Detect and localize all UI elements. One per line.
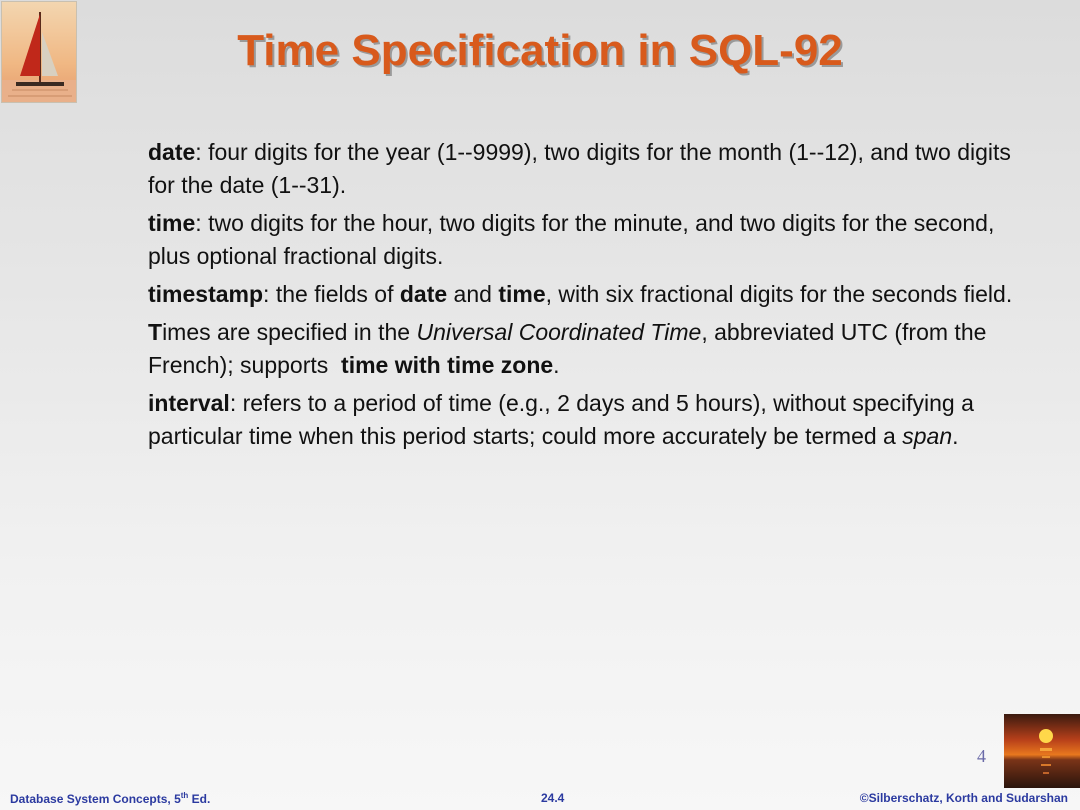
paragraph-date [148, 136, 1018, 202]
slide-title: Time Specification in SQL-92 [237, 26, 843, 75]
slide-body [148, 136, 1018, 458]
interval-text-1: : refers to a period of time (e.g., 2 days and 5 hours), without specifying a particular time when this period starts; could more accurately be termed a [148, 390, 974, 449]
paragraph-interval [148, 387, 1018, 453]
timestamp-text-2: and [447, 281, 499, 307]
timestamp-text-1: : the fields of [263, 281, 400, 307]
utc-italic: Universal Coordinated Time [416, 319, 702, 345]
term-date: date [148, 139, 196, 165]
utc-text-1: imes are specified in the [162, 319, 417, 345]
term-interval: interval [148, 390, 230, 416]
page-number: 4 [977, 746, 986, 766]
sunset-icon [1004, 714, 1080, 788]
paragraph-timestamp [148, 278, 1018, 311]
utc-text-3: . [553, 352, 560, 378]
paragraph-utc [148, 316, 1018, 382]
paragraph-time [148, 207, 1018, 273]
timestamp-text-3: , with six fractional digits for the seconds field. [545, 281, 1013, 307]
footer-section-number: 24.4 [541, 791, 565, 805]
footer-copyright: ©Silberschatz, Korth and Sudarshan [859, 791, 1068, 805]
term-time: time [148, 210, 196, 236]
footer [0, 788, 1080, 810]
footer-book-text: Database System Concepts, 5 [10, 792, 181, 806]
utc-lead-letter: T [148, 319, 163, 345]
timestamp-bold-date: date [399, 281, 448, 307]
utc-text-2: , abbreviated UTC (from the French); supports [148, 319, 993, 378]
interval-italic-span: span [902, 423, 953, 449]
utc-bold: time with time zone [341, 352, 554, 378]
footer-edition-end: Ed. [188, 792, 211, 806]
footer-book-title [10, 791, 210, 806]
interval-text-2: . [952, 423, 959, 449]
timestamp-bold-time: time [498, 281, 546, 307]
sailboat-logo-icon [1, 1, 77, 103]
date-description: : four digits for the year (1--9999), two digits for the month (1--12), and two digits for the date (1--31). [148, 139, 1011, 198]
time-description: : two digits for the hour, two digits for the minute, and two digits for the second, plus optional fractional digits. [148, 210, 995, 269]
term-timestamp: timestamp [148, 281, 264, 307]
footer-edition-sup: th [180, 791, 189, 800]
